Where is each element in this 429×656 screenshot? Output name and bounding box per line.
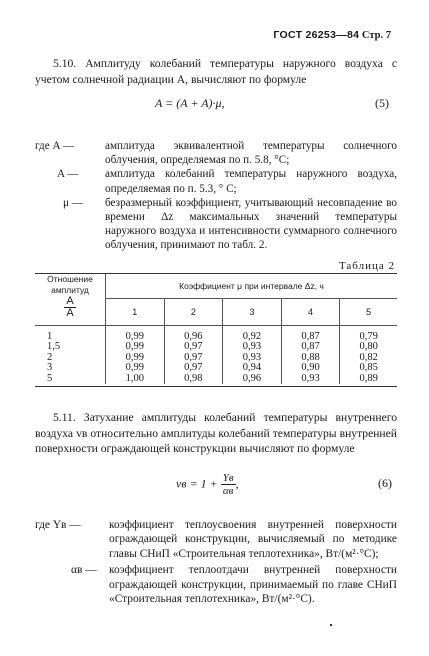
table-span-header: Коэффициент μ при интервале Δz, ч [106, 274, 398, 299]
definition-term: αв — [71, 564, 97, 577]
definition-row [35, 518, 397, 561]
column-header: 4 [281, 299, 340, 326]
definition-text: коэффициент теплоотдачи внутренней поверхности ограждающей конструкции, принимаемый по главе СНиП «Строительная теплотехника», Вт/(м²·°С). [109, 564, 397, 606]
ratio-fraction: $\frac{A}{A}$ [66, 295, 74, 319]
definition-term: A — [57, 168, 79, 181]
definition-text: коэффициент теплоусвоения внутренней поверхности ограждающей конструкции, вычисляемый по методике главы СНиП «Строительная теплотехника», Вт/(м²·°С); [109, 519, 397, 560]
definition-row [35, 167, 397, 195]
column-header: 3 [223, 299, 282, 326]
table-2 [35, 273, 397, 387]
column-header: 2 [164, 299, 223, 326]
page-header [273, 29, 391, 41]
definition-text: амплитуда эквивалентной температуры солнечного облучения, определяемая по п. 5.8, °С; [105, 140, 397, 167]
table-row: 1 0,99 0,96 0,92 0,87 0,79 [35, 332, 397, 343]
table-row: 2 0,99 0,97 0,93 0,88 0,82 [35, 353, 397, 364]
where-label: где [35, 140, 50, 152]
paragraph-5-10: 5.10. Амплитуду колебаний температуры наружного воздуха с учетом солнечной радиации A, вычисляют по формуле [35, 57, 397, 86]
table-row: 3 0,99 0,97 0,94 0,90 0,85 [35, 363, 397, 374]
column-header: 5 [366, 307, 372, 317]
where-label: где [35, 519, 50, 531]
definition-term: μ — [63, 196, 83, 209]
table-left-header: Отношение амплитуд $\frac{A}{A}$ [35, 274, 106, 325]
definition-row [35, 139, 397, 167]
definition-row [35, 196, 397, 253]
speck-mark [330, 624, 332, 626]
definition-term: Yв — [52, 519, 81, 531]
definition-row [35, 563, 397, 606]
equation-number-6: (6) [378, 476, 392, 490]
table-caption: Таблица 2 [338, 260, 395, 272]
formula-6: vв = 1 + $\frac{Yв}{\alpha в}$ , [176, 472, 239, 497]
definition-term: A — [52, 140, 74, 152]
equation-number-5: (5) [375, 96, 389, 110]
formula-5: A = (A + A)·μ, [155, 96, 225, 110]
table-row: 1,5 0,99 0,97 0,93 0,87 0,80 [35, 342, 397, 353]
page-number: Стр. 7 [361, 30, 391, 41]
standard-number: ГОСТ 26253—84 [273, 29, 360, 41]
formula-6-fraction: $\frac{Yв}{\alpha в}$ [222, 472, 234, 497]
definitions-5-10 [35, 139, 397, 253]
definition-text: амплитуда колебаний температуры наружного воздуха, определяемая по п. 5.3, ° С; [105, 168, 397, 195]
table-row: 5 1,00 0,98 0,96 0,93 0,89 [35, 374, 397, 385]
definitions-5-11 [35, 518, 397, 606]
column-header: 1 [106, 299, 165, 326]
definition-text: безразмерный коэффициент, учитывающий несовпадение во времени Δz максимальных значений температуры наружного воздуха и интенсивности суммарного солнечного облучения, принимают по табл. 2. [105, 196, 397, 252]
paragraph-5-11: 5.11. Затухание амплитуды колебаний температуры внутреннего воздуха vв относительно амплитуды колебаний температуры внутренней поверхности ограждающей конструкции вычисляют по формуле [35, 411, 397, 455]
